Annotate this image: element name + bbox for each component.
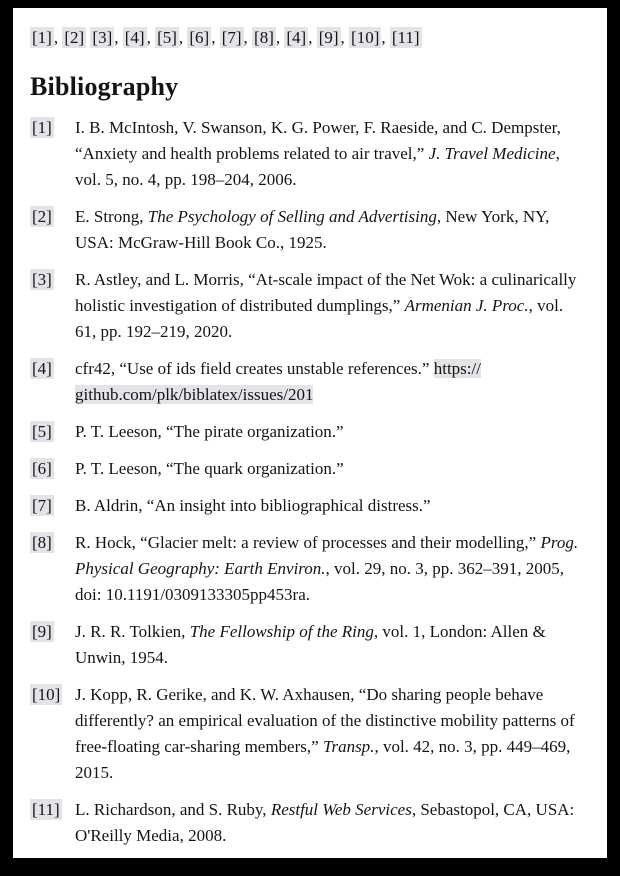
reference-plain-text: R. Hock, “Glacier melt: a review of processes and their modelling,” [75,533,541,552]
reference-entry [30,682,585,786]
reference-italic-title: Transp. [322,737,375,756]
citation-link[interactable]: [4] [286,28,307,47]
reference-url-link[interactable]: https:// [433,359,481,378]
reference-plain-text: E. Strong, [75,207,148,226]
citations-line: [1] , [2] [3] , [4] , [5] , [6] , [7] , [8] , [4] , [9] , [10] , [11] [32,28,420,47]
reference-label-column [30,530,75,608]
citation-link[interactable]: [6] [189,28,210,47]
reference-plain-text: I. B. McIntosh, V. Swanson, K. G. Power, F. Raeside, and C. Dempster, “Anxiety and health problems related to air travel,” [75,118,561,163]
reference-label[interactable]: [7] [32,496,52,515]
reference-entry [30,619,585,671]
citation-link[interactable]: [1] [32,28,52,47]
reference-entry [30,267,585,345]
reference-italic-title: The Fellowship of the Ring [189,622,374,641]
reference-entry [30,530,585,608]
reference-label-column [30,797,75,849]
citation-link[interactable]: [8] [254,28,274,47]
reference-entry [30,115,585,193]
reference-plain-text: J. Kopp, R. Gerike, and K. W. Axhausen, “Do sharing people behave differently? an empirical evaluation of the distinctive mobility patterns of free-floating car-sharing members,” [75,685,575,756]
reference-plain-text: L. Richardson, and S. Ruby, [75,800,271,819]
reference-plain-text: , vol. 5, no. 4, pp. 198–204, 2006. [75,144,560,189]
reference-text [75,356,585,408]
reference-label[interactable]: [1] [32,118,52,137]
reference-text [75,115,585,193]
reference-label-column [30,456,75,482]
reference-label-column [30,619,75,671]
reference-text [75,682,585,786]
reference-text [75,530,585,608]
reference-label-column [30,204,75,256]
reference-plain-text: cfr42, “Use of ids field creates unstable references.” [75,359,434,378]
reference-entry [30,797,585,849]
citation-link[interactable]: [4] [124,28,145,47]
reference-label[interactable]: [10] [32,685,61,704]
reference-plain-text: P. T. Leeson, “The pirate organization.” [75,422,344,441]
reference-text [75,797,585,849]
reference-label[interactable]: [6] [32,459,52,478]
reference-label-column [30,115,75,193]
reference-label-column [30,493,75,519]
reference-label-column [30,682,75,786]
bibliography-heading: Bibliography [30,72,179,101]
reference-plain-text: , vol. 42, no. 3, pp. 449–469, 2015. [75,737,571,782]
reference-label[interactable]: [4] [32,359,52,378]
citation-link[interactable]: [2] [64,28,85,47]
reference-label[interactable]: [3] [32,270,52,289]
reference-plain-text: B. Aldrin, “An insight into bibliographical distress.” [75,496,431,515]
citation-link[interactable]: [5] [157,28,177,47]
reference-plain-text: , New York, NY, USA: McGraw-Hill Book Co., 1925. [75,207,550,252]
citation-link[interactable]: [9] [318,28,339,47]
page-content [13,8,607,849]
reference-text [75,267,585,345]
reference-url-link[interactable]: github.com/plk/biblatex/issues/201 [75,385,314,404]
reference-list [30,115,585,849]
reference-plain-text: , vol. 1, London: Allen & Unwin, 1954. [75,622,546,667]
reference-plain-text: R. Astley, and L. Morris, “At-scale impact of the Net Wok: a culinarically holistic investigation of distributed dumplings,” [75,270,577,315]
citation-link[interactable]: [3] [92,28,113,47]
reference-label[interactable]: [8] [32,533,52,552]
reference-italic-title: Armenian J. Proc. [404,296,529,315]
reference-label[interactable]: [2] [32,207,52,226]
reference-plain-text: , vol. 29, no. 3, pp. 362–391, 2005, doi: 10.1191/0309133305pp453ra. [75,559,565,604]
reference-plain-text: J. R. R. Tolkien, [75,622,190,641]
reference-entry [30,493,585,519]
citation-link[interactable]: [10] [351,28,380,47]
reference-text [75,619,585,671]
citation-link[interactable]: [7] [221,28,242,47]
reference-plain-text: , Sebastopol, CA, USA: O'Reilly Media, 2008. [75,800,575,845]
reference-text [75,456,585,482]
reference-label[interactable]: [5] [32,422,52,441]
reference-label-column [30,267,75,345]
reference-entry [30,204,585,256]
reference-text [75,419,585,445]
reference-label[interactable]: [9] [32,622,52,641]
citation-link[interactable]: [11] [391,28,420,47]
reference-italic-title: J. Travel Medicine [428,144,556,163]
reference-text [75,493,585,519]
reference-label-column [30,419,75,445]
reference-label-column [30,356,75,408]
reference-label[interactable]: [11] [32,800,60,819]
reference-entry [30,356,585,408]
reference-italic-title: The Psychology of Selling and Advertising [147,207,437,226]
reference-entry [30,456,585,482]
document-page [13,8,607,858]
reference-italic-title: Restful Web Services [270,800,412,819]
reference-plain-text: P. T. Leeson, “The quark organization.” [75,459,344,478]
reference-text [75,204,585,256]
reference-plain-text: , vol. 61, pp. 192–219, 2020. [75,296,564,341]
reference-italic-title: Prog. Physical Geography: Earth Environ. [75,533,579,578]
reference-entry [30,419,585,445]
